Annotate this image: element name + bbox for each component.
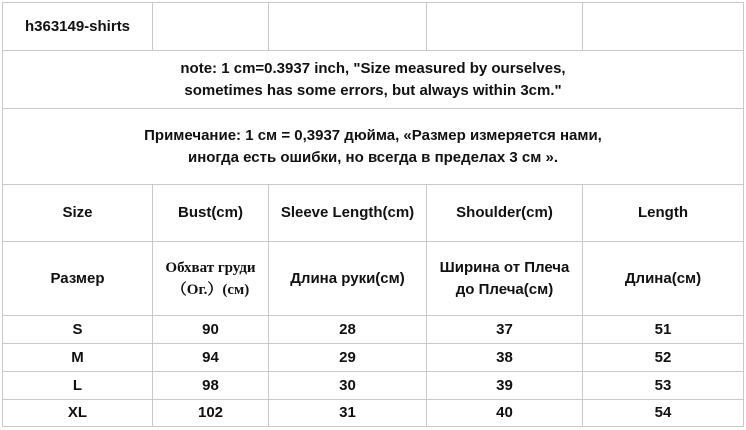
table-row bbox=[3, 400, 744, 427]
header-shoulder-ru-line-2: до Плеча(см) bbox=[455, 280, 554, 298]
size-cell: S bbox=[3, 316, 153, 344]
note-ru-row bbox=[3, 109, 744, 185]
length-cell: 52 bbox=[583, 344, 744, 372]
size-cell: XL bbox=[3, 400, 153, 427]
header-sleeve-ru: Длина руки(см) bbox=[269, 242, 427, 316]
note-russian-line-1: Примечание: 1 см = 0,3937 дюйма, «Размер измеряется нами, bbox=[144, 126, 602, 144]
note-english-line-1: note: 1 cm=0.3937 inch, "Size measured by ourselves, bbox=[180, 59, 566, 77]
header-shoulder-ru-line-1: Ширина от Плеча bbox=[439, 258, 570, 276]
length-cell: 54 bbox=[583, 400, 744, 427]
note-russian-line-2: иногда есть ошибки, но всегда в пределах 3 см ». bbox=[187, 148, 559, 166]
table-row bbox=[3, 372, 744, 400]
header-length-ru: Длина(см) bbox=[583, 242, 744, 316]
sleeve-cell: 28 bbox=[269, 316, 427, 344]
header-shoulder-ru bbox=[427, 242, 583, 316]
shoulder-cell: 39 bbox=[427, 372, 583, 400]
size-table bbox=[2, 2, 744, 427]
header-shoulder: Shoulder(cm) bbox=[427, 185, 583, 242]
bust-cell: 98 bbox=[153, 372, 269, 400]
note-english-line-2: sometimes has some errors, but always within 3cm." bbox=[184, 81, 562, 99]
header-size-ru: Размер bbox=[3, 242, 153, 316]
empty-cell bbox=[269, 3, 427, 51]
product-code: h363149-shirts bbox=[3, 3, 153, 51]
header-size: Size bbox=[3, 185, 153, 242]
note-english bbox=[3, 51, 744, 109]
shoulder-cell: 38 bbox=[427, 344, 583, 372]
sleeve-cell: 29 bbox=[269, 344, 427, 372]
length-cell: 53 bbox=[583, 372, 744, 400]
shoulder-cell: 40 bbox=[427, 400, 583, 427]
code-row bbox=[3, 3, 744, 51]
header-bust-ru-line-1: Обхват груди bbox=[165, 259, 256, 276]
size-cell: M bbox=[3, 344, 153, 372]
sleeve-cell: 30 bbox=[269, 372, 427, 400]
empty-cell bbox=[427, 3, 583, 51]
sleeve-cell: 31 bbox=[269, 400, 427, 427]
empty-cell bbox=[153, 3, 269, 51]
note-en-row bbox=[3, 51, 744, 109]
header-bust-ru bbox=[153, 242, 269, 316]
bust-cell: 102 bbox=[153, 400, 269, 427]
length-cell: 51 bbox=[583, 316, 744, 344]
header-en-row bbox=[3, 185, 744, 242]
header-bust: Bust(cm) bbox=[153, 185, 269, 242]
header-ru-row bbox=[3, 242, 744, 316]
note-russian bbox=[3, 109, 744, 185]
table-row bbox=[3, 316, 744, 344]
header-bust-ru-line-2: （Ог.）(см) bbox=[171, 281, 250, 298]
size-cell: L bbox=[3, 372, 153, 400]
empty-cell bbox=[583, 3, 744, 51]
bust-cell: 90 bbox=[153, 316, 269, 344]
header-sleeve-length: Sleeve Length(cm) bbox=[269, 185, 427, 242]
header-length: Length bbox=[583, 185, 744, 242]
table-row bbox=[3, 344, 744, 372]
shoulder-cell: 37 bbox=[427, 316, 583, 344]
bust-cell: 94 bbox=[153, 344, 269, 372]
